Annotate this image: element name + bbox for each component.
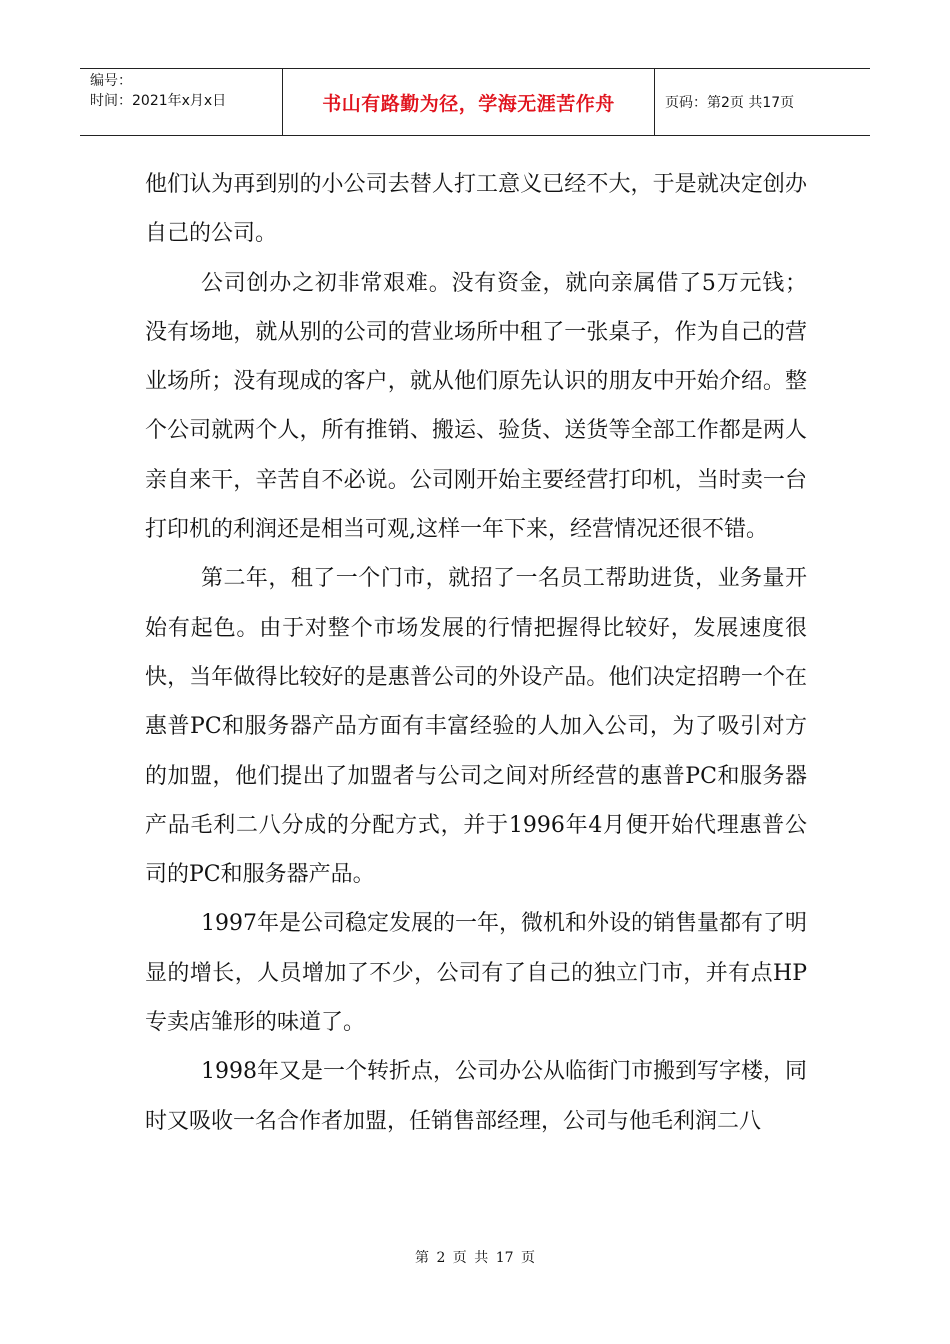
page-footer: 第 2 页 共 17 页	[415, 1250, 535, 1266]
header-meta	[80, 69, 283, 135]
body-paragraph: 他们认为再到别的小公司去替人打工意义已经不大，于是就决定创办自己的公司。	[145, 172, 807, 247]
body-paragraph: 1997年是公司稳定发展的一年，微机和外设的销售量都有了明显的增长，人员增加了不少，公司有了自己的独立门市，并有点HP专卖店雏形的味道了。	[145, 911, 807, 1036]
body-paragraph: 1998年又是一个转折点，公司办公从临街门市搬到写字楼，同时又吸收一名合作者加盟，任销售部经理，公司与他毛利润二八	[145, 1059, 807, 1134]
body-paragraph: 公司创办之初非常艰难。没有资金，就向亲属借了5万元钱；没有场地，就从别的公司的营业场所中租了一张桌子，作为自己的营业场所；没有现成的客户，就从他们原先认识的朋友中开始介绍。整个公司就两个人，所有推销、搬运、验货、送货等全部工作都是两人亲自来干，辛苦自不必说。公司刚开始主要经营打印机，当时卖一台打印机的利润还是相当可观,这样一年下来，经营情况还很不错。	[145, 270, 807, 543]
header-page-label: 页码：第2页 共17页	[665, 95, 795, 111]
document-number-label: 编号：	[90, 73, 132, 89]
header-motto: 书山有路勤为径，学海无涯苦作舟	[283, 69, 655, 135]
document-body	[145, 160, 807, 1146]
body-paragraph: 第二年，租了一个门市，就招了一名员工帮助进货，业务量开始有起色。由于对整个市场发展的行情把握得比较好，发展速度很快，当年做得比较好的是惠普公司的外设产品。他们决定招聘一个在惠普PC和服务器产品方面有丰富经验的人加入公司，为了吸引对方的加盟，他们提出了加盟者与公司之间对所经营的惠普PC和服务器产品毛利二八分成的分配方式，并于1996年4月便开始代理惠普公司的PC和服务器产品。	[145, 566, 807, 888]
page-header	[80, 68, 870, 136]
document-time-label: 时间：2021年x月x日	[90, 93, 227, 109]
